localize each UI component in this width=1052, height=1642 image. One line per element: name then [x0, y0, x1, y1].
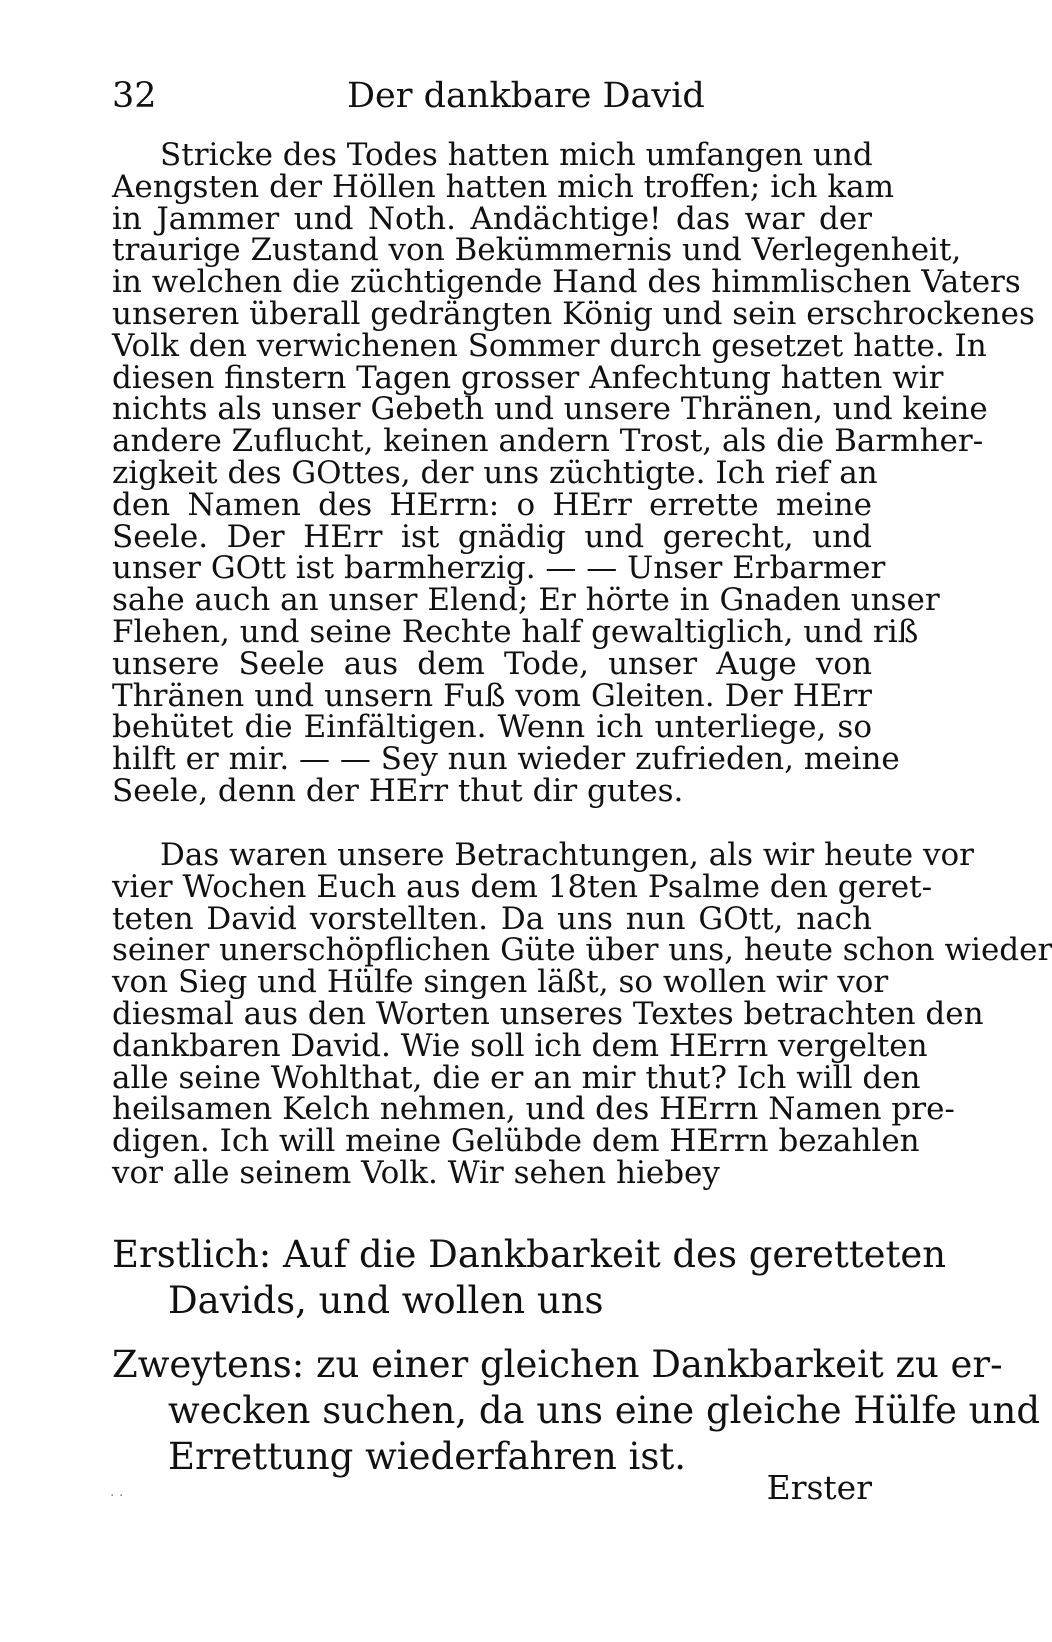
text-line: unsere Seele aus dem Tode, unser Auge von: [112, 645, 872, 682]
text-line: behütet die Einfältigen. Wenn ich unterliege, so: [112, 709, 872, 746]
text-line: heilsamen Kelch nehmen, und des HErrn Namen pre-: [112, 1091, 955, 1128]
text-line: vor alle seinem Volk. Wir sehen hiebey: [112, 1154, 720, 1191]
text-line: dankbaren David. Wie soll ich dem HErrn vergelten: [112, 1027, 928, 1064]
point-line: Davids, und wollen uns: [168, 1279, 604, 1322]
sermon-point-first: [112, 1232, 947, 1324]
sermon-point-second: [112, 1342, 1041, 1480]
text-line: von Sieg und Hülfe singen läßt, so wollen wir vor: [112, 964, 889, 1001]
text-line: Das waren unsere Betrachtungen, als wir heute vor: [160, 837, 974, 873]
text-line: andere Zuflucht, keinen andern Trost, als die Barmher-: [112, 423, 984, 460]
point-line: Erstlich: Auf die Dankbarkeit des geretteten: [112, 1233, 947, 1276]
running-title: Der dankbare David: [347, 76, 705, 116]
text-line: Stricke des Todes hatten mich umfangen und: [160, 137, 873, 173]
text-line: unseren überall gedrängten König und sein erschrockenes: [112, 295, 1035, 332]
text-line: seiner unerschöpflichen Güte über uns, heute schon wieder: [112, 932, 1052, 969]
text-line: Seele, denn der HErr thut dir gutes.: [112, 772, 684, 809]
text-line: nichts als unser Gebeth und unsere Thränen, und keine: [112, 391, 988, 428]
text-line: alle seine Wohlthat, die er an mir thut? Ich will den: [112, 1059, 921, 1096]
point-line: Zweytens: zu einer gleichen Dankbarkeit zu er-: [112, 1343, 1003, 1386]
text-line: diesen finstern Tagen grosser Anfechtung hatten wir: [112, 359, 944, 396]
text-line: Flehen, und seine Rechte half gewaltiglich, und riß: [112, 613, 919, 650]
text-line: vier Wochen Euch aus dem 18ten Psalme den geret-: [112, 868, 933, 905]
text-line: traurige Zustand von Bekümmernis und Verlegenheit,: [112, 232, 962, 269]
text-line: den Namen des HErrn: o HErr errette meine: [112, 486, 872, 523]
text-line: teten David vorstellten. Da uns nun GOtt, nach: [112, 900, 872, 937]
paragraph-2: [112, 837, 1052, 1191]
paragraph-1: [112, 137, 1035, 809]
point-line: wecken suchen, da uns eine gleiche Hülfe und: [168, 1389, 1041, 1432]
text-line: Thränen und unsern Fuß vom Gleiten. Der HErr: [112, 677, 872, 714]
text-line: in welchen die züchtigende Hand des himmlischen Vaters: [112, 264, 1021, 301]
point-line: Errettung wiederfahren ist.: [168, 1435, 686, 1478]
text-line: zigkeit des GOttes, der uns züchtigte. Ich rief an: [112, 454, 878, 491]
text-line: hilft er mir. — — Sey nun wieder zufrieden, meine: [112, 741, 900, 778]
running-head: [112, 76, 872, 122]
text-line: sahe auch an unser Elend; Er hörte in Gnaden unser: [112, 582, 940, 619]
catchword: Erster: [766, 1468, 872, 1507]
page-number: 32: [112, 76, 157, 116]
text-line: in Jammer und Noth. Andächtige! das war der: [112, 200, 872, 237]
text-line: unser GOtt ist barmherzig. — — Unser Erbarmer: [112, 550, 886, 587]
text-line: digen. Ich will meine Gelübde dem HErrn bezahlen: [112, 1123, 920, 1160]
text-line: Seele. Der HErr ist gnädig und gerecht, und: [112, 518, 872, 555]
text-line: Aengsten der Höllen hatten mich troffen; ich kam: [112, 168, 894, 205]
paper-specks: · ·: [110, 1488, 124, 1504]
text-line: Volk den verwichenen Sommer durch gesetzet hatte. In: [112, 327, 987, 364]
text-line: diesmal aus den Worten unseres Textes betrachten den: [112, 995, 984, 1032]
